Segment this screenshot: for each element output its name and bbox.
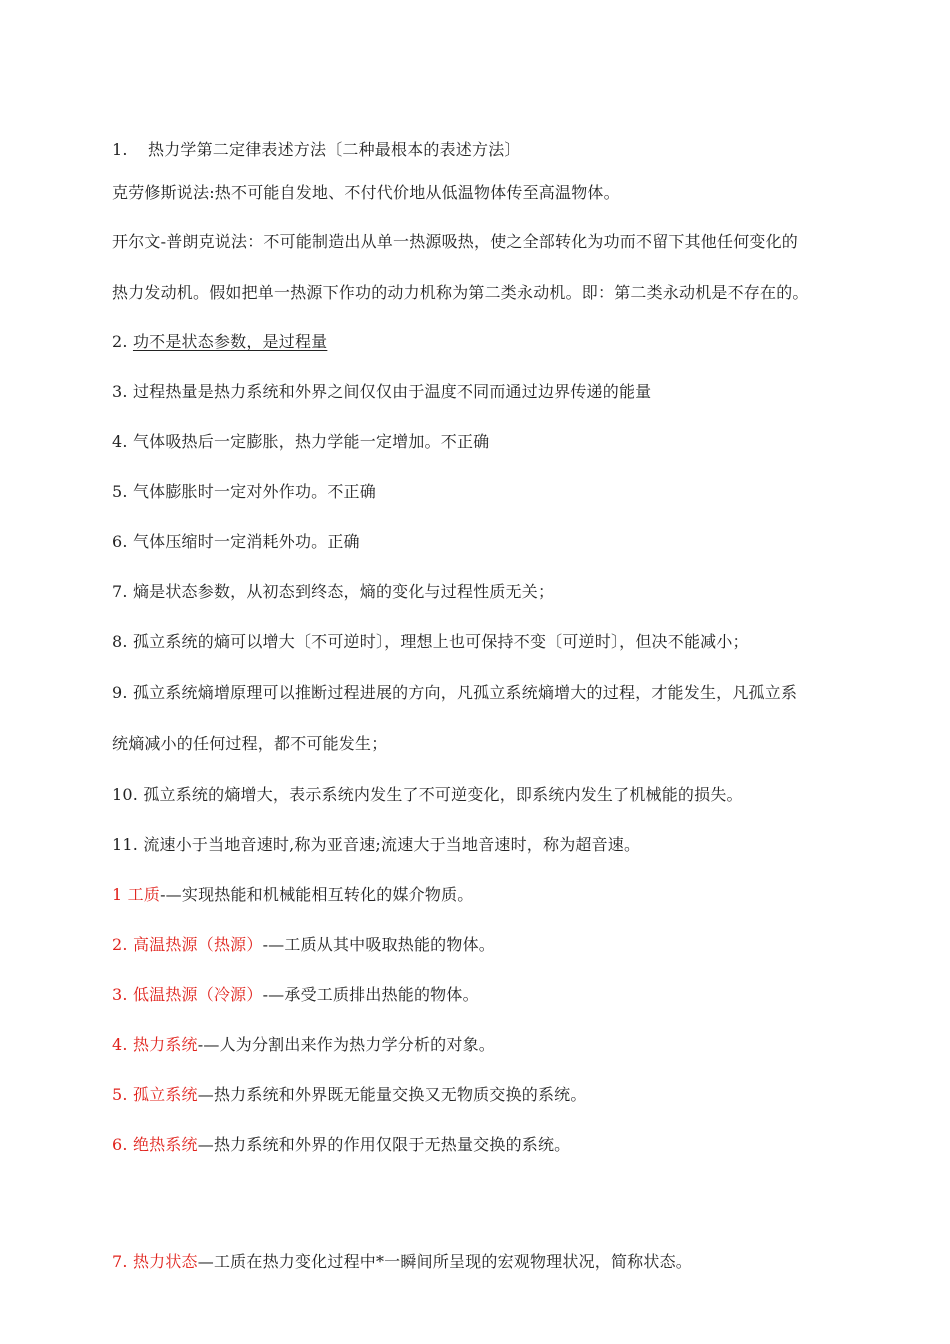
definition-term: 3. 低温热源（冷源） [112, 985, 263, 1004]
item-8: 8. 孤立系统的熵可以增大〔不可逆时〕，理想上也可保持不变〔可逆时〕，但决不能减小； [112, 632, 749, 651]
definition-desc: -—实现热能和机械能相互转化的媒介物质。 [160, 885, 474, 904]
definition-working-medium [112, 885, 474, 905]
definition-thermodynamic-state [112, 1252, 692, 1272]
item-10: 10. 孤立系统的熵增大，表示系统内发生了不可逆变化，即系统内发生了机械能的损失。 [112, 785, 743, 804]
item-11: 11. 流速小于当地音速时,称为亚音速;流速大于当地音速时，称为超音速。 [112, 835, 641, 854]
definition-term: 5. 孤立系统 [112, 1085, 198, 1104]
item-6: 6. 气体压缩时一定消耗外功。正确 [112, 532, 360, 551]
definition-term: 4. 热力系统 [112, 1035, 198, 1054]
definition-term: 6. 绝热系统 [112, 1135, 198, 1154]
definition-desc: -—人为分割出来作为热力学分析的对象。 [197, 1035, 495, 1054]
item-4: 4. 气体吸热后一定膨胀，热力学能一定增加。不正确 [112, 432, 490, 451]
item-9-line-2: 统熵减小的任何过程，都不可能发生； [112, 734, 388, 753]
heading-number: 1. [112, 140, 128, 159]
clausius-statement: 克劳修斯说法:热不可能自发地、不付代价地从低温物体传至高温物体。 [112, 183, 620, 202]
definition-thermodynamic-system [112, 1035, 495, 1055]
heading-text: 热力学第二定律表述方法〔二种最根本的表述方法〕 [148, 140, 521, 159]
definition-term: 7. 热力状态 [112, 1252, 198, 1271]
item-3: 3. 过程热量是热力系统和外界之间仅仅由于温度不同而通过边界传递的能量 [112, 382, 652, 401]
item-2 [112, 332, 327, 352]
item-2-underlined: 功不是状态参数，是过程量 [132, 332, 328, 351]
heading-second-law [112, 140, 521, 160]
definition-desc: -—工质从其中吸取热能的物体。 [262, 935, 495, 954]
item-9-line-1: 9. 孤立系统熵增原理可以推断过程进展的方向，凡孤立系统熵增大的过程，才能发生，凡孤立系 [112, 683, 798, 702]
item-7: 7. 熵是状态参数，从初态到终态，熵的变化与过程性质无关； [112, 582, 555, 601]
definition-desc: -—承受工质排出热能的物体。 [262, 985, 479, 1004]
kelvin-statement-line-2: 热力发动机。假如把单一热源下作功的动力机称为第二类永动机。即：第二类永动机是不存在的。 [112, 283, 809, 302]
definition-desc: —热力系统和外界的作用仅限于无热量交换的系统。 [197, 1135, 571, 1154]
definition-term: 1 工质 [112, 885, 161, 904]
definition-term: 2. 高温热源（热源） [112, 935, 263, 954]
definition-desc: —工质在热力变化过程中*一瞬间所呈现的宏观物理状况，简称状态。 [197, 1252, 692, 1271]
definition-low-temp-source [112, 985, 479, 1005]
definition-adiabatic-system [112, 1135, 570, 1155]
definition-high-temp-source [112, 935, 495, 955]
item-2-prefix: 2. [112, 332, 133, 351]
definition-isolated-system [112, 1085, 587, 1105]
kelvin-statement-line-1: 开尔文-普朗克说法：不可能制造出从单一热源吸热，使之全部转化为功而不留下其他任何变化的 [112, 232, 799, 251]
item-5: 5. 气体膨胀时一定对外作功。不正确 [112, 482, 376, 501]
definition-desc: —热力系统和外界既无能量交换又无物质交换的系统。 [197, 1085, 587, 1104]
